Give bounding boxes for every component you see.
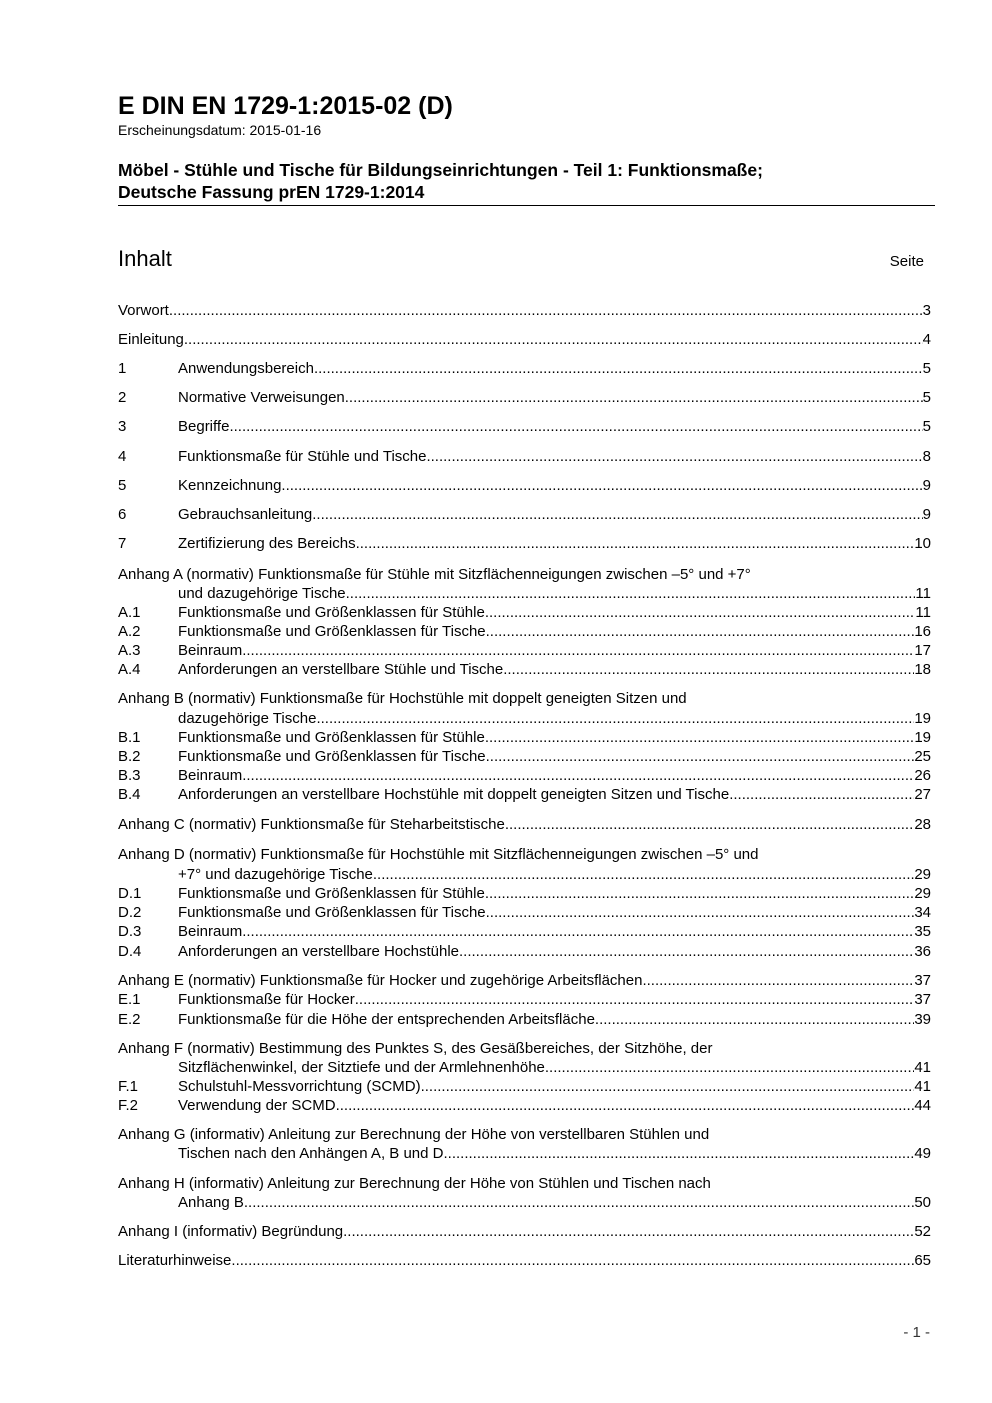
toc-leader-dots <box>336 1096 915 1116</box>
toc-entry-5[interactable] <box>118 476 931 496</box>
toc-entry-text: Funktionsmaße und Größenklassen für Tische <box>178 748 486 765</box>
toc-leader-dots <box>281 476 922 496</box>
page-number: - 1 - <box>903 1324 930 1341</box>
toc-annex-a-line-2[interactable] <box>118 584 931 604</box>
toc-entry-a3[interactable] <box>118 641 931 661</box>
toc-entry-text: Funktionsmaße und Größenklassen für Tische <box>178 623 486 640</box>
toc-page-number: 25 <box>914 748 931 765</box>
toc-entry-a2[interactable] <box>118 622 931 642</box>
toc-leader-dots <box>355 990 915 1010</box>
toc-section-number: 4 <box>118 448 127 465</box>
toc-page-number: 18 <box>914 661 931 678</box>
toc-leader-dots <box>642 971 914 991</box>
toc-page-number: 26 <box>914 767 931 784</box>
contents-heading: Inhalt <box>118 246 172 271</box>
toc-entry-text: Anhang B <box>178 1194 244 1211</box>
toc-leader-dots <box>729 785 914 805</box>
toc-entry-1[interactable] <box>118 359 931 379</box>
toc-entry-annex-e[interactable] <box>118 971 931 991</box>
toc-entry-3[interactable] <box>118 417 931 437</box>
toc-annex-f-line-1[interactable]: Anhang F (normativ) Bestimmung des Punktes S, des Gesäßbereiches, der Sitzhöhe, der <box>118 1040 713 1057</box>
toc-annex-f-line-2[interactable] <box>118 1058 931 1078</box>
toc-entry-text: Anforderungen an verstellbare Hochstühle mit doppelt geneigten Sitzen und Tische <box>178 786 730 803</box>
toc-page-number: 16 <box>914 623 931 640</box>
toc-entry-text: Begriffe <box>178 418 230 435</box>
toc-leader-dots <box>426 447 922 467</box>
toc-page-number: 11 <box>915 604 931 621</box>
toc-entry-text: Beinraum <box>178 642 243 659</box>
toc-entry-d2[interactable] <box>118 903 931 923</box>
document-subtitle <box>118 159 933 203</box>
toc-entry-b4[interactable] <box>118 785 931 805</box>
toc-page-number: 34 <box>914 904 931 921</box>
toc-entry-bibliography[interactable] <box>118 1251 931 1271</box>
toc-entry-annex-c[interactable] <box>118 815 931 835</box>
toc-entry-d3[interactable] <box>118 922 931 942</box>
toc-page-number: 28 <box>914 816 931 833</box>
toc-section-number: A.4 <box>118 661 141 678</box>
toc-section-number: 7 <box>118 535 127 552</box>
toc-entry-text: Einleitung <box>118 331 184 348</box>
toc-entry-text: dazugehörige Tische <box>178 710 317 727</box>
toc-page-number: 36 <box>914 943 931 960</box>
toc-entry-text: Funktionsmaße und Größenklassen für Stühle <box>178 604 485 621</box>
toc-entry-text: Anforderungen an verstellbare Stühle und Tische <box>178 661 504 678</box>
subtitle-line-1: Möbel - Stühle und Tische für Bildungseinrichtungen - Teil 1: Funktionsmaße; <box>118 160 763 180</box>
toc-leader-dots <box>345 388 923 408</box>
toc-entry-text: Gebrauchsanleitung <box>178 506 313 523</box>
toc-entry-text: Beinraum <box>178 767 243 784</box>
toc-entry-text: Anhang I (informativ) Begründung <box>118 1223 344 1240</box>
toc-section-number: D.1 <box>118 885 142 902</box>
toc-entry-4[interactable] <box>118 447 931 467</box>
toc-page-number: 29 <box>914 866 931 883</box>
toc-page-number: 37 <box>914 991 931 1008</box>
toc-section-number: B.4 <box>118 786 141 803</box>
toc-section-number: A.3 <box>118 642 141 659</box>
toc-section-number: B.2 <box>118 748 141 765</box>
toc-leader-dots <box>343 1222 914 1242</box>
toc-section-number: A.2 <box>118 623 141 640</box>
toc-section-number: 6 <box>118 506 127 523</box>
toc-page-number: 27 <box>914 786 931 803</box>
toc-entry-text: und dazugehörige Tische <box>178 585 346 602</box>
toc-leader-dots <box>545 1058 914 1078</box>
toc-annex-a-line-1[interactable]: Anhang A (normativ) Funktionsmaße für Stühle mit Sitzflächenneigungen zwischen –5° und +7° <box>118 566 751 583</box>
toc-page-number: 19 <box>914 729 931 746</box>
toc-entry-d1[interactable] <box>118 884 931 904</box>
publication-date: Erscheinungsdatum: 2015-01-16 <box>118 122 322 138</box>
toc-page-number: 29 <box>914 885 931 902</box>
toc-page-number: 39 <box>914 1011 931 1028</box>
toc-leader-dots <box>443 1144 914 1164</box>
toc-section-number: E.2 <box>118 1011 141 1028</box>
toc-entry-text: Literaturhinweise <box>118 1252 232 1269</box>
toc-page-number: 41 <box>914 1059 931 1076</box>
toc-leader-dots <box>459 942 914 962</box>
toc-page-number: 9 <box>922 506 931 523</box>
toc-page-number: 9 <box>922 477 931 494</box>
toc-entry-a4[interactable] <box>118 660 931 680</box>
toc-page-number: 19 <box>914 710 931 727</box>
toc-leader-dots <box>485 603 916 623</box>
toc-annex-b-line-2[interactable] <box>118 709 931 729</box>
toc-entry-e2[interactable] <box>118 1010 931 1030</box>
toc-page-number: 11 <box>915 585 931 602</box>
toc-entry-text: Anhang C (normativ) Funktionsmaße für Steharbeitstische <box>118 816 505 833</box>
toc-leader-dots <box>421 1077 915 1097</box>
toc-leader-dots <box>242 766 914 786</box>
toc-annex-g-line-2[interactable] <box>118 1144 931 1164</box>
toc-leader-dots <box>373 865 914 885</box>
toc-page-number: 37 <box>914 972 931 989</box>
toc-leader-dots <box>485 884 914 904</box>
toc-entry-text: Anforderungen an verstellbare Hochstühle <box>178 943 460 960</box>
toc-entry-text: Funktionsmaße für Hocker <box>178 991 355 1008</box>
toc-entry-e1[interactable] <box>118 990 931 1010</box>
toc-entry-7[interactable] <box>118 534 931 554</box>
toc-page-number: 49 <box>914 1145 931 1162</box>
toc-annex-d-line-1[interactable]: Anhang D (normativ) Funktionsmaße für Hochstühle mit Sitzflächenneigungen zwischen –5° und <box>118 846 759 863</box>
toc-annex-h-line-1[interactable]: Anhang H (informativ) Anleitung zur Berechnung der Höhe von Stühlen und Tischen nach <box>118 1175 711 1192</box>
toc-entry-text: Kennzeichnung <box>178 477 282 494</box>
toc-leader-dots <box>316 709 914 729</box>
toc-section-number: F.1 <box>118 1078 139 1095</box>
toc-entry-text: +7° und dazugehörige Tische <box>178 866 373 883</box>
toc-entry-text: Normative Verweisungen <box>178 389 345 406</box>
toc-leader-dots <box>486 622 915 642</box>
toc-entry-b3[interactable] <box>118 766 931 786</box>
toc-leader-dots <box>486 747 915 767</box>
toc-entry-annex-i[interactable] <box>118 1222 931 1242</box>
toc-page-number: 52 <box>914 1223 931 1240</box>
toc-leader-dots <box>346 584 916 604</box>
toc-entry-vorwort[interactable] <box>118 301 931 321</box>
toc-section-number: D.3 <box>118 923 142 940</box>
toc-leader-dots <box>312 505 922 525</box>
toc-section-number: 3 <box>118 418 127 435</box>
toc-entry-text: Zertifizierung des Bereichs <box>178 535 356 552</box>
toc-entry-text: Funktionsmaße und Größenklassen für Stühle <box>178 729 485 746</box>
toc-annex-h-line-2[interactable] <box>118 1193 931 1213</box>
toc-page-number: 35 <box>914 923 931 940</box>
toc-entry-text: Funktionsmaße für die Höhe der entsprechenden Arbeitsfläche <box>178 1011 595 1028</box>
toc-entry-text: Sitzflächenwinkel, der Sitztiefe und der Armlehnenhöhe <box>178 1059 545 1076</box>
subtitle-line-2: Deutsche Fassung prEN 1729-1:2014 <box>118 182 425 202</box>
toc-page-number: 5 <box>922 389 931 406</box>
toc-annex-g-line-1[interactable]: Anhang G (informativ) Anleitung zur Berechnung der Höhe von verstellbaren Stühlen und <box>118 1126 710 1143</box>
toc-section-number: F.2 <box>118 1097 139 1114</box>
toc-entry-text: Schulstuhl-Messvorrichtung (SCMD) <box>178 1078 421 1095</box>
document-title: E DIN EN 1729-1:2015-02 (D) <box>118 92 453 120</box>
toc-entry-text: Funktionsmaße und Größenklassen für Tische <box>178 904 486 921</box>
toc-section-number: B.3 <box>118 767 141 784</box>
toc-section-number: B.1 <box>118 729 141 746</box>
toc-leader-dots <box>229 417 922 437</box>
toc-leader-dots <box>184 330 923 350</box>
toc-annex-b-line-1[interactable]: Anhang B (normativ) Funktionsmaße für Hochstühle mit doppelt geneigten Sitzen und <box>118 690 687 707</box>
toc-entry-b2[interactable] <box>118 747 931 767</box>
toc-page-number: 8 <box>922 448 931 465</box>
toc-page-number: 41 <box>914 1078 931 1095</box>
toc-page-number: 10 <box>914 535 931 552</box>
toc-page-number: 5 <box>922 418 931 435</box>
toc-entry-text: Vorwort <box>118 302 169 319</box>
toc-page-number: 65 <box>914 1252 931 1269</box>
toc-entry-text: Funktionsmaße für Stühle und Tische <box>178 448 427 465</box>
toc-annex-d-line-2[interactable] <box>118 865 931 885</box>
toc-section-number: A.1 <box>118 604 141 621</box>
toc-leader-dots <box>242 641 914 661</box>
toc-section-number: 5 <box>118 477 127 494</box>
toc-page-number: 44 <box>914 1097 931 1114</box>
toc-entry-d4[interactable] <box>118 942 931 962</box>
toc-leader-dots <box>505 815 914 835</box>
toc-section-number: D.4 <box>118 943 142 960</box>
toc-section-number: 2 <box>118 389 127 406</box>
toc-page-number: 50 <box>914 1194 931 1211</box>
toc-leader-dots <box>169 301 923 321</box>
toc-section-number: 1 <box>118 360 127 377</box>
toc-page-number: 17 <box>914 642 931 659</box>
toc-entry-text: Beinraum <box>178 923 243 940</box>
toc-entry-6[interactable] <box>118 505 931 525</box>
toc-entry-text: Funktionsmaße und Größenklassen für Stühle <box>178 885 485 902</box>
page-column-label: Seite <box>889 253 924 270</box>
toc-entry-text: Tischen nach den Anhängen A, B und D <box>178 1145 444 1162</box>
toc-entry-2[interactable] <box>118 388 931 408</box>
toc-entry-text: Anwendungsbereich <box>178 360 314 377</box>
toc-leader-dots <box>595 1010 914 1030</box>
toc-entry-text: Verwendung der SCMD <box>178 1097 336 1114</box>
toc-leader-dots <box>503 660 914 680</box>
toc-leader-dots <box>244 1193 914 1213</box>
toc-leader-dots <box>242 922 914 942</box>
toc-section-number: E.1 <box>118 991 141 1008</box>
toc-leader-dots <box>485 728 914 748</box>
toc-entry-text: Anhang E (normativ) Funktionsmaße für Hocker und zugehörige Arbeitsflächen <box>118 972 643 989</box>
toc-page-number: 5 <box>922 360 931 377</box>
toc-entry-einleitung[interactable] <box>118 330 931 350</box>
toc-leader-dots <box>231 1251 914 1271</box>
toc-entry-a1[interactable] <box>118 603 931 623</box>
toc-page-number: 4 <box>922 331 931 348</box>
header-divider <box>118 205 935 206</box>
toc-leader-dots <box>356 534 915 554</box>
toc-entry-b1[interactable] <box>118 728 931 748</box>
toc-entry-f1[interactable] <box>118 1077 931 1097</box>
toc-page-number: 3 <box>922 302 931 319</box>
toc-leader-dots <box>314 359 923 379</box>
toc-entry-f2[interactable] <box>118 1096 931 1116</box>
toc-section-number: D.2 <box>118 904 142 921</box>
toc-leader-dots <box>486 903 915 923</box>
